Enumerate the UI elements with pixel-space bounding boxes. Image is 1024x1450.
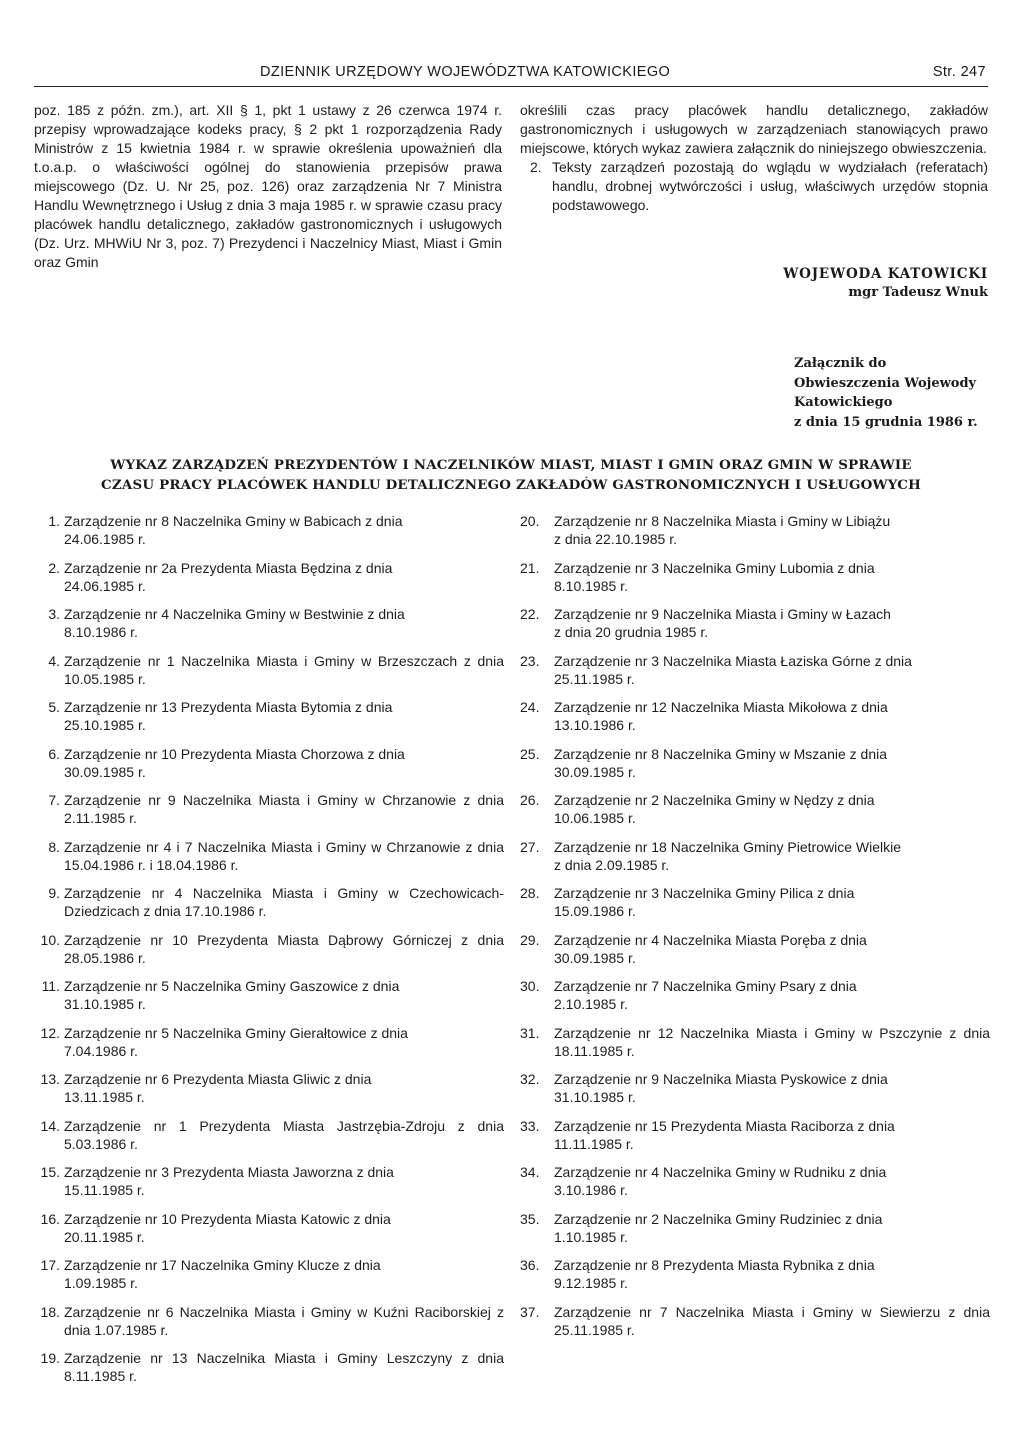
list-item <box>34 1070 504 1117</box>
list-item-number: 21. <box>520 559 540 576</box>
list-item-text: Zarządzenie nr 1 Prezydenta Miasta Jastrzębia-Zdroju z dnia 5.03.1986 r. <box>64 1117 504 1152</box>
list-item-date: 2.10.1985 r. <box>554 996 628 1012</box>
list-item-text: Zarządzenie nr 6 Naczelnika Miasta i Gminy w Kuźni Raciborskiej z dnia 1.07.1985 r. <box>64 1303 504 1338</box>
list-item-number: 17. <box>40 1257 60 1273</box>
list-item-date: 8.10.1986 r. <box>64 624 138 640</box>
list-item-number: 35. <box>520 1210 540 1227</box>
list-item <box>520 652 990 699</box>
list-item-date: 1.10.1985 r. <box>554 1228 628 1245</box>
list-item <box>520 745 990 792</box>
list-item-text: Zarządzenie nr 5 Naczelnika Gminy Gaszowice z dnia <box>64 978 400 994</box>
list-item-text: Zarządzenie nr 3 Naczelnika Miasta Łaziska Górne z dnia <box>554 652 912 669</box>
signature-role: WOJEWODA KATOWICKI <box>783 266 988 282</box>
list-item <box>520 698 990 745</box>
list-item-number: 15. <box>40 1164 60 1180</box>
list-item-text: Zarządzenie nr 8 Prezydenta Miasta Rybnika z dnia <box>554 1257 875 1273</box>
intro-left-column <box>34 101 502 272</box>
list-item-text: Zarządzenie nr 13 Prezydenta Miasta Bytomia z dnia <box>64 699 393 715</box>
list-item <box>520 559 990 606</box>
list-item <box>34 1117 504 1164</box>
list-item <box>520 1117 990 1164</box>
list-item <box>520 605 990 652</box>
list-item-text: Zarządzenie nr 2 Naczelnika Gminy w Nędzy z dnia <box>554 792 875 808</box>
list-item-text: Zarządzenie nr 17 Naczelnika Gminy Klucze z dnia <box>64 1257 381 1273</box>
list-item-number: 33. <box>520 1117 540 1134</box>
list-item-text: Zarządzenie nr 9 Naczelnika Miasta i Gminy w Łazach <box>554 606 891 622</box>
signature-block <box>760 266 988 300</box>
list-right-column <box>520 512 990 1349</box>
list-item <box>520 838 990 885</box>
list-item-number: 19. <box>40 1350 60 1366</box>
list-item-date: 8.10.1985 r. <box>554 577 628 594</box>
annex-line-2: Obwieszczenia Wojewody <box>794 375 977 391</box>
list-item <box>34 791 504 838</box>
list-item <box>34 884 504 931</box>
annex-line-3: Katowickiego <box>794 395 893 410</box>
list-item-number: 8. <box>48 838 60 855</box>
intro-right-paragraph: określili czas pracy placówek handlu detalicznego, zakładów gastronomicznych i usługowych w zarządzeniach stanowiących prawo miejscowe, których wykaz zawiera załącznik do niniejszego obwieszczenia. <box>520 102 988 156</box>
list-item-number: 24. <box>520 699 540 715</box>
list-item-date: 30.09.1985 r. <box>64 763 146 780</box>
list-item-date: 25.11.1985 r. <box>554 670 635 687</box>
list-item-date: 1.09.1985 r. <box>64 1275 138 1291</box>
list-item-date: 13.11.1985 r. <box>64 1089 145 1105</box>
list-item-text: Zarządzenie nr 8 Naczelnika Miasta i Gminy w Libiążu <box>554 513 891 529</box>
list-item-text: Zarządzenie nr 9 Naczelnika Miasta i Gminy w Chrzanowie z dnia 2.11.1985 r. <box>64 792 504 826</box>
list-item <box>520 1210 990 1257</box>
list-item-text: Zarządzenie nr 10 Prezydenta Miasta Dąbrowy Górniczej z dnia 28.05.1986 r. <box>64 931 504 966</box>
list-item-number: 30. <box>520 978 540 994</box>
list-item-text: Zarządzenie nr 5 Naczelnika Gminy Gierałtowice z dnia <box>64 1024 408 1041</box>
list-item <box>34 559 504 606</box>
list-item-text: Zarządzenie nr 4 Naczelnika Gminy w Rudniku z dnia <box>554 1164 887 1180</box>
list-item <box>520 884 990 931</box>
list-item-date: z dnia 22.10.1985 r. <box>554 531 677 547</box>
list-item-number: 22. <box>520 606 540 622</box>
list-item-number: 31. <box>520 1024 540 1041</box>
list-item-number: 32. <box>520 1071 540 1087</box>
list-item <box>520 1024 990 1071</box>
list-item <box>34 1256 504 1303</box>
list-item-text: Zarządzenie nr 12 Naczelnika Miasta i Gminy w Pszczynie z dnia 18.11.1985 r. <box>554 1024 990 1059</box>
list-item <box>520 1303 990 1350</box>
list-item <box>34 1349 504 1396</box>
list-item-date: 20.11.1985 r. <box>64 1228 145 1245</box>
page-header <box>34 60 988 87</box>
list-item-date: 10.06.1985 r. <box>554 810 636 826</box>
list-item-number: 23. <box>520 652 540 669</box>
list-item-text: Zarządzenie nr 12 Naczelnika Miasta Mikołowa z dnia <box>554 699 888 715</box>
list-item-date: 3.10.1986 r. <box>554 1182 628 1198</box>
list-item-date: 11.11.1985 r. <box>554 1135 634 1152</box>
list-item-date: 30.09.1985 r. <box>554 949 636 966</box>
annex-heading <box>794 354 994 432</box>
list-item-date: z dnia 20 grudnia 1985 r. <box>554 624 709 640</box>
list-item <box>34 1024 504 1071</box>
list-item <box>34 1303 504 1350</box>
annex-line-1: Załącznik do <box>794 356 887 371</box>
list-item-number: 29. <box>520 931 540 948</box>
annex-line-4: z dnia 15 grudnia 1986 r. <box>794 414 978 430</box>
list-item-text: Zarządzenie nr 4 i 7 Naczelnika Miasta i Gminy w Chrzanowie z dnia 15.04.1986 r. i 18.04.1986 r. <box>64 838 504 873</box>
list-item-text: Zarządzenie nr 10 Prezydenta Miasta Katowic z dnia <box>64 1210 391 1227</box>
list-left-column <box>34 512 504 1396</box>
list-item-date: 15.11.1985 r. <box>64 1182 145 1198</box>
list-item-number: 14. <box>40 1117 60 1134</box>
list-item-number: 1. <box>48 513 60 529</box>
list-item <box>520 977 990 1024</box>
list-item-date: z dnia 2.09.1985 r. <box>554 856 670 873</box>
signature-signer: mgr Tadeusz Wnuk <box>848 285 988 300</box>
list-item <box>34 605 504 652</box>
list-item-text: Zarządzenie nr 9 Naczelnika Miasta Pyskowice z dnia <box>554 1071 888 1087</box>
list-item-date: 25.10.1985 r. <box>64 717 146 733</box>
list-item-text: Zarządzenie nr 4 Naczelnika Gminy w Bestwinie z dnia <box>64 606 405 622</box>
list-item-number: 36. <box>520 1257 540 1273</box>
list-title-line-2: CZASU PRACY PLACÓWEK HANDLU DETALICZNEGO ZAKŁADÓW GASTRONOMICZNYCH I USŁUGOWYCH <box>101 477 921 493</box>
list-item-number: 5. <box>48 699 60 715</box>
list-item-date: 24.06.1985 r. <box>64 577 146 594</box>
list-item-date: 31.10.1985 r. <box>554 1089 636 1105</box>
list-item-text: Zarządzenie nr 15 Prezydenta Miasta Raciborza z dnia <box>554 1117 895 1134</box>
list-item-text: Zarządzenie nr 18 Naczelnika Gminy Pietrowice Wielkie <box>554 838 902 855</box>
list-item <box>520 512 990 559</box>
list-item <box>34 698 504 745</box>
page-number: Str. 247 <box>932 64 986 80</box>
list-title-line-1: WYKAZ ZARZĄDZEŃ PREZYDENTÓW I NACZELNIKÓW MIAST, MIAST I GMIN ORAZ GMIN W SPRAWIE <box>110 457 912 473</box>
list-item-date: 13.10.1986 r. <box>554 717 636 733</box>
list-item <box>520 791 990 838</box>
list-item-date: 30.09.1985 r. <box>554 763 636 780</box>
list-item <box>34 745 504 792</box>
list-item-number: 3. <box>48 606 60 622</box>
list-item <box>34 1163 504 1210</box>
list-item-number: 26. <box>520 792 540 808</box>
list-item <box>34 512 504 559</box>
intro-right-column <box>520 101 988 215</box>
list-item-number: 20. <box>520 513 540 529</box>
list-item-number: 16. <box>40 1210 60 1227</box>
list-item-date: 9.12.1985 r. <box>554 1275 628 1291</box>
list-item-number: 28. <box>520 885 540 901</box>
running-title: DZIENNIK URZĘDOWY WOJEWÓDZTWA KATOWICKIEGO <box>260 64 671 80</box>
list-item-text: Zarządzenie nr 3 Naczelnika Gminy Lubomia z dnia <box>554 559 875 576</box>
list-item <box>34 931 504 978</box>
list-item-number: 2. <box>48 559 60 576</box>
list-item-text: Zarządzenie nr 10 Prezydenta Miasta Chorzowa z dnia <box>64 745 405 762</box>
list-item-number: 37. <box>520 1303 540 1320</box>
list-item-text: Zarządzenie nr 1 Naczelnika Miasta i Gminy w Brzeszczach z dnia 10.05.1985 r. <box>64 652 504 687</box>
list-item <box>34 838 504 885</box>
list-item-text: Zarządzenie nr 6 Prezydenta Miasta Gliwic z dnia <box>64 1071 372 1087</box>
list-item <box>34 652 504 699</box>
list-item-number: 25. <box>520 745 540 762</box>
list-title <box>34 455 988 495</box>
list-item-number: 34. <box>520 1164 540 1180</box>
list-item-number: 27. <box>520 838 540 855</box>
list-item-text: Zarządzenie nr 13 Naczelnika Miasta i Gminy Leszczyny z dnia 8.11.1985 r. <box>64 1350 504 1384</box>
list-item-number: 11. <box>41 978 60 994</box>
list-item-text: Zarządzenie nr 8 Naczelnika Gminy w Babicach z dnia <box>64 513 403 529</box>
list-item-date: 24.06.1985 r. <box>64 531 146 547</box>
list-item <box>34 977 504 1024</box>
list-item-text: Zarządzenie nr 2a Prezydenta Miasta Będzina z dnia <box>64 559 393 576</box>
list-item-text: Zarządzenie nr 2 Naczelnika Gminy Rudziniec z dnia <box>554 1210 883 1227</box>
intro-left-paragraph: poz. 185 z późn. zm.), art. XII § 1, pkt 1 ustawy z 26 czerwca 1974 r. przepisy wprowadzające kodeks pracy, § 2 pkt 1 rozporządzenia Rady Ministrów z 15 kwietnia 1984 r. w sprawie określenia upoważnień dla t.o.a.p. o właściwości ogólnej do stanowienia przepisów prawa miejscowego (Dz. U. Nr 25, poz. 126) oraz zarządzenia Nr 7 Ministra Handlu Wewnętrznego i Usług z dnia 3 maja 1985 r. w sprawie czasu pracy placówek handlu detalicznego, zakładów gastronomicznych i usługowych (Dz. Urz. MHWiU Nr 3, poz. 7) Prezydenci i Naczelnicy Miast, Miast i Gmin oraz Gmin <box>34 102 502 270</box>
list-item-text: Zarządzenie nr 3 Naczelnika Gminy Pilica z dnia <box>554 885 855 901</box>
intro-item-2-text: Teksty zarządzeń pozostają do wglądu w wydziałach (referatach) handlu, drobnej wytwórczości i usług, właściwych urzędów stopnia podstawowego. <box>552 159 988 213</box>
list-item-text: Zarządzenie nr 3 Prezydenta Miasta Jaworzna z dnia <box>64 1164 394 1180</box>
list-item-number: 12. <box>40 1024 60 1041</box>
list-item-text: Zarządzenie nr 4 Naczelnika Miasta i Gminy w Czechowicach-Dziedzicach z dnia 17.10.1986 r. <box>64 885 504 919</box>
list-item-number: 9. <box>48 885 60 901</box>
list-item-text: Zarządzenie nr 4 Naczelnika Miasta Poręba z dnia <box>554 931 867 948</box>
list-item <box>520 931 990 978</box>
list-item-date: 7.04.1986 r. <box>64 1042 138 1059</box>
intro-item-2-number: 2. <box>530 159 542 175</box>
list-item-text: Zarządzenie nr 8 Naczelnika Gminy w Mszanie z dnia <box>554 745 888 762</box>
list-item-number: 13. <box>40 1071 60 1087</box>
list-item-number: 10. <box>40 931 60 948</box>
list-item-text: Zarządzenie nr 7 Naczelnika Gminy Psary z dnia <box>554 978 857 994</box>
list-item-number: 7. <box>48 792 60 808</box>
list-item-text: Zarządzenie nr 7 Naczelnika Miasta i Gminy w Siewierzu z dnia 25.11.1985 r. <box>554 1303 990 1338</box>
list-item-date: 15.09.1986 r. <box>554 903 636 919</box>
list-item-number: 18. <box>40 1303 60 1320</box>
list-item-date: 31.10.1985 r. <box>64 996 146 1012</box>
intro-item-2 <box>520 158 988 215</box>
list-item <box>520 1070 990 1117</box>
list-item <box>34 1210 504 1257</box>
list-item-number: 6. <box>48 745 60 762</box>
list-item <box>520 1256 990 1303</box>
list-item <box>520 1163 990 1210</box>
list-item-number: 4. <box>48 652 60 669</box>
